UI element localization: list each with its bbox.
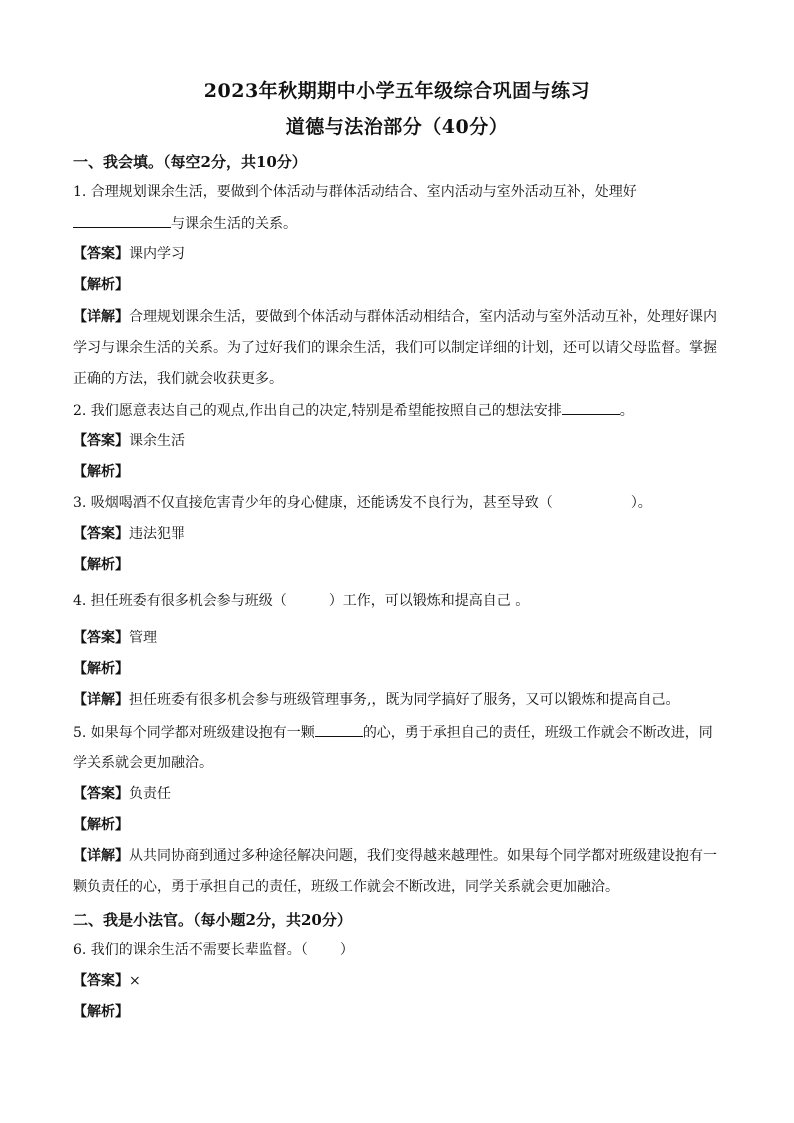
q2-analysis: 【解析】	[73, 464, 129, 480]
q1-detail-line1: 【详解】合理规划课余生活，要做到个体活动与群体活动相结合，室内活动与室外活动互补，处理好课内	[73, 309, 717, 325]
q3-analysis: 【解析】	[73, 557, 129, 573]
q2-answer: 【答案】课余生活	[73, 433, 185, 449]
q6-answer: 【答案】×	[73, 973, 141, 989]
q5-detail-line1: 【详解】从共同协商到通过多种途径解决问题，我们变得越来越理性。如果每个同学都对班级建设抱有一	[73, 848, 717, 864]
analysis-label: 【解析】	[73, 277, 129, 293]
q3-answer: 【答案】违法犯罪	[73, 526, 185, 542]
q1-answer-value: 课内学习	[129, 246, 185, 262]
q1-detail-line3: 正确的方法，我们就会收获更多。	[73, 371, 283, 387]
q3-answer-value: 违法犯罪	[129, 526, 185, 542]
q1-answer	[73, 244, 185, 264]
q5-text-line2: 学关系就会更加融洽。	[73, 755, 213, 771]
document-subtitle: 道德与法治部分（40分）	[285, 116, 509, 138]
section-1-heading: 一、我会填。（每空2分，共10分）	[73, 153, 307, 171]
q6-answer-value: ×	[129, 973, 141, 989]
answer-label: 【答案】	[73, 246, 129, 262]
q1-blank	[73, 213, 171, 228]
q2-answer-value: 课余生活	[129, 433, 185, 449]
q3-text: 3. 吸烟喝酒不仅直接危害青少年的身心健康，还能诱发不良行为，甚至导致（ ）。	[73, 495, 652, 511]
q6-analysis: 【解析】	[73, 1004, 129, 1020]
q4-answer: 【答案】管理	[73, 630, 157, 646]
q5-blank	[315, 722, 363, 737]
q1-detail-line2: 学习与课余生活的关系。为了过好我们的课余生活，我们可以制定详细的计划，还可以请父母监督。掌握	[73, 340, 717, 356]
section-2-heading: 二、我是小法官。（每小题2分，共20分）	[73, 911, 352, 929]
q4-answer-value: 管理	[129, 630, 157, 646]
q5-analysis: 【解析】	[73, 817, 129, 833]
q2-blank	[562, 400, 620, 415]
q6-text: 6. 我们的课余生活不需要长辈监督。（ ）	[73, 942, 354, 958]
q1-text-line1: 1. 合理规划课余生活，要做到个体活动与群体活动结合、室内活动与室外活动互补，处理好	[73, 184, 637, 200]
q5-answer-value: 负责任	[129, 786, 171, 802]
q1-text-line2: 与课余生活的关系。	[73, 213, 297, 234]
q2-text: 2. 我们愿意表达自己的观点,作出自己的决定,特别是希望能按照自己的想法安排 。	[73, 400, 634, 421]
q4-detail: 【详解】担任班委有很多机会参与班级管理事务,，既为同学搞好了服务，又可以锻炼和提高自己。	[73, 692, 680, 708]
q4-text: 4. 担任班委有很多机会参与班级（ ）工作，可以锻炼和提高自己 。	[73, 593, 530, 609]
q1-analysis	[73, 275, 129, 295]
q4-analysis: 【解析】	[73, 661, 129, 677]
q5-detail-line2: 颗负责任的心，勇于承担自己的责任，班级工作就会不断改进，同学关系就会更加融洽。	[73, 879, 619, 895]
detail-label: 【详解】	[73, 309, 129, 325]
q5-text-line1: 5. 如果每个同学都对班级建设抱有一颗 的心，勇于承担自己的责任，班级工作就会不断改进，同	[73, 722, 713, 743]
q5-answer: 【答案】负责任	[73, 786, 171, 802]
document-title: 2023年秋期期中小学五年级综合巩固与练习	[203, 80, 591, 102]
